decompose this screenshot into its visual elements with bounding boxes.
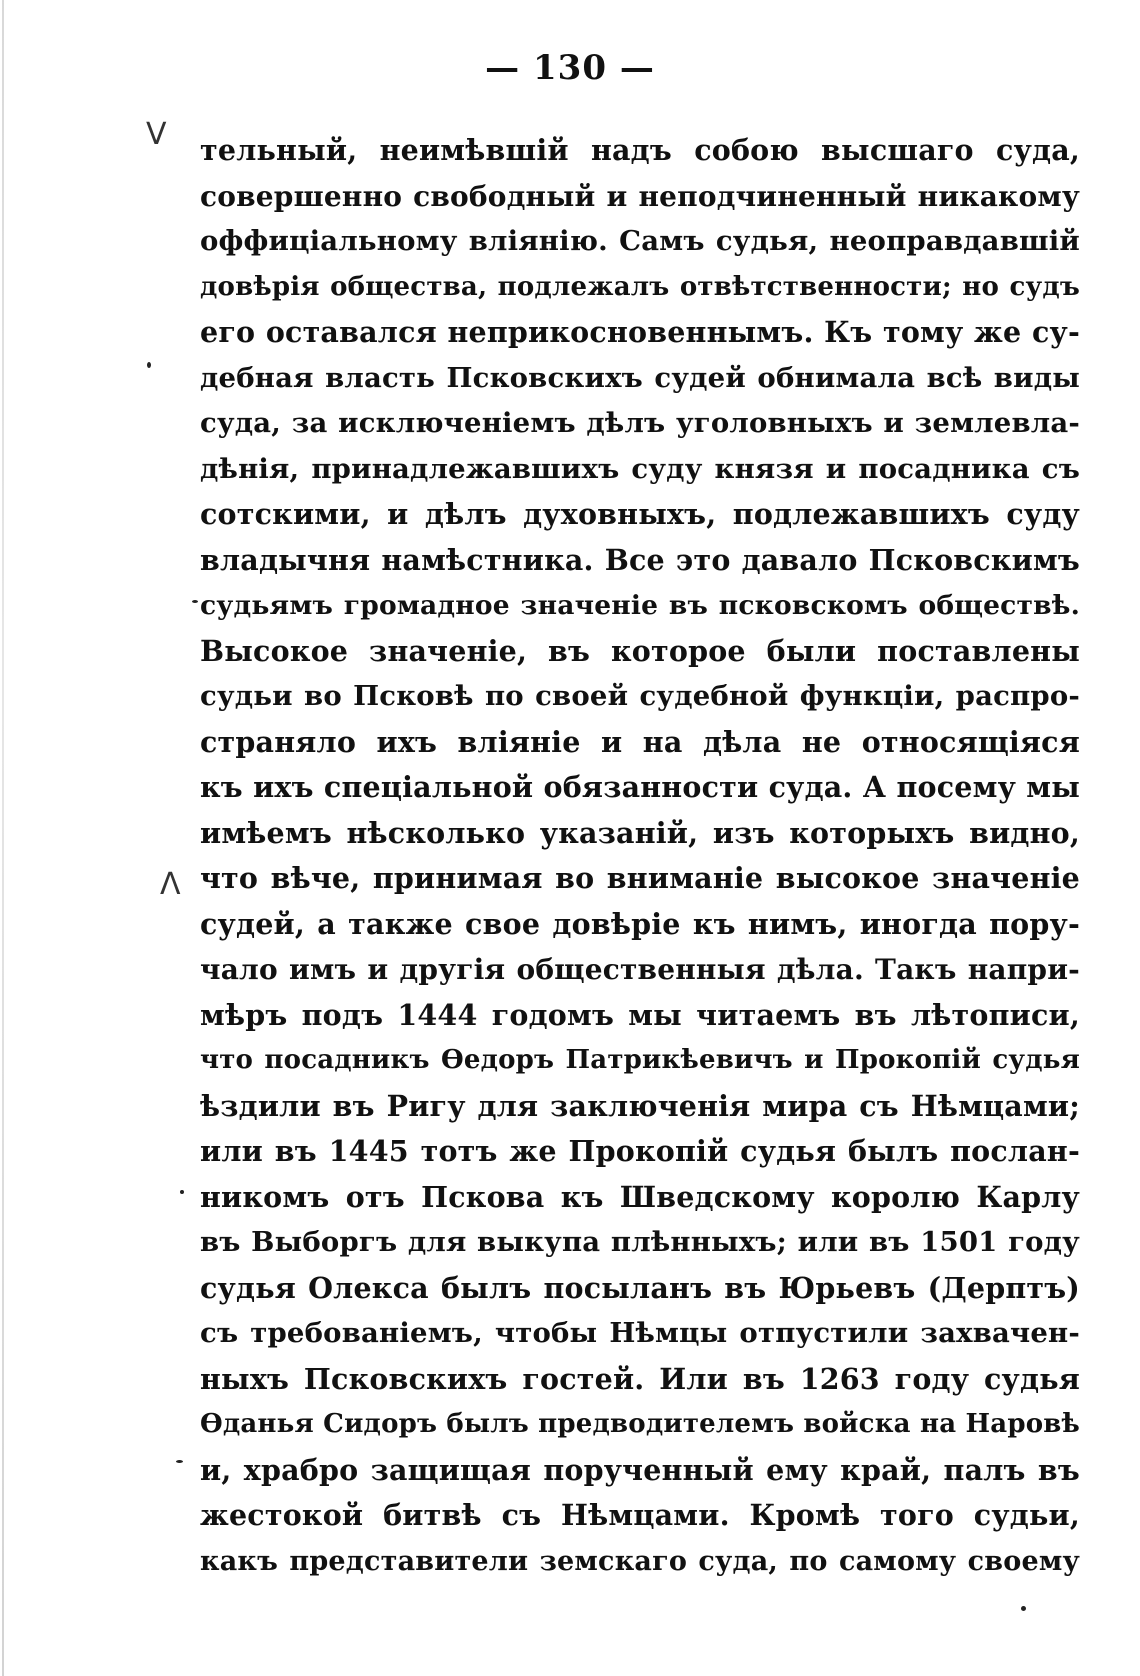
- body-text: [200, 128, 1080, 1584]
- text-line: въ Выборгъ для выкупа плѣнныхъ; или въ 1501 году: [200, 1226, 1080, 1258]
- text-line: страняло ихъ вліяніе и на дѣла не относящіяся: [200, 724, 1080, 759]
- page-number: — 130 —: [485, 48, 655, 88]
- text-line: никомъ отъ Пскова къ Шведскому королю Карлу: [200, 1179, 1080, 1214]
- text-line: его оставался неприкосновеннымъ. Къ тому же су-: [200, 315, 1080, 349]
- text-line: и, храбро защищая порученный ему край, палъ въ: [200, 1452, 1080, 1487]
- text-line: или въ 1445 тотъ же Прокопій судья былъ послан-: [200, 1134, 1080, 1168]
- text-line: совершенно свободный и неподчиненный никакому: [200, 179, 1080, 213]
- text-line: тельный, неимѣвшій надъ собою высшаго суда,: [200, 133, 1080, 167]
- text-line: ѣздили въ Ригу для заключенія мира съ Нѣмцами;: [200, 1088, 1080, 1123]
- text-line: къ ихъ спеціальной обязанности суда. А посему мы: [200, 770, 1080, 804]
- text-line: сотскими, и дѣлъ духовныхъ, подлежавшихъ суду: [200, 497, 1080, 531]
- text-line: довѣрія общества, подлежалъ отвѣтственности; но судъ: [200, 271, 1080, 302]
- margin-mark-top: V: [146, 117, 167, 152]
- ink-speck: [176, 1460, 183, 1463]
- text-line: дѣнія, принадлежавшихъ суду князя и посадника съ: [200, 452, 1080, 485]
- text-line: мѣръ подъ 1444 годомъ мы читаемъ въ лѣтописи,: [200, 997, 1080, 1032]
- text-line: что вѣче, принимая во вниманіе высокое значеніе: [200, 861, 1080, 895]
- text-line: суда, за исключеніемъ дѣлъ уголовныхъ и землевла-: [200, 407, 1080, 439]
- text-line: дебная власть Псковскихъ судей обнимала всѣ виды: [200, 361, 1080, 394]
- ink-speck: [1021, 1606, 1026, 1611]
- ink-speck: [192, 600, 198, 603]
- text-line: Высокое значеніе, въ которое были поставлены: [200, 633, 1080, 668]
- text-line: имѣемъ нѣсколько указаній, изъ которыхъ видно,: [200, 815, 1080, 850]
- text-line: оффиціальному вліянію. Самъ судья, неоправдавшій: [200, 225, 1080, 257]
- text-line: жестокой битвѣ съ Нѣмцами. Кромѣ того судьи,: [200, 1498, 1080, 1532]
- text-line: что посадникъ Ѳедоръ Патрикѣевичъ и Прокопій судья: [200, 1045, 1080, 1075]
- text-line: судьи во Псковѣ по своей судебной функціи, распро-: [200, 680, 1080, 712]
- margin-mark-middle: Λ: [160, 867, 181, 902]
- text-line: съ требованіемъ, чтобы Нѣмцы отпустили захвачен-: [200, 1317, 1080, 1349]
- text-line: владычня намѣстника. Все это давало Псковскимъ: [200, 542, 1080, 577]
- ink-speck: [180, 1190, 184, 1194]
- text-line: судьямъ громадное значеніе въ псковскомъ обществѣ.: [200, 590, 1080, 621]
- text-line: судей, а также свое довѣріе къ нимъ, иногда пору-: [200, 906, 1080, 941]
- text-line: ныхъ Псковскихъ гостей. Или въ 1263 году судья: [200, 1361, 1080, 1396]
- text-line: какъ представители земскаго суда, по самому своему: [200, 1545, 1080, 1577]
- text-line: чало имъ и другія общественныя дѣла. Такъ напри-: [200, 953, 1080, 986]
- text-line: судья Олекса былъ посыланъ въ Юрьевъ (Дерптъ): [200, 1270, 1080, 1305]
- ink-speck: [147, 362, 151, 368]
- text-line: Ѳданья Сидоръ былъ предводителемъ войска на Наровѣ: [200, 1409, 1080, 1439]
- binding-edge: [2, 0, 4, 1676]
